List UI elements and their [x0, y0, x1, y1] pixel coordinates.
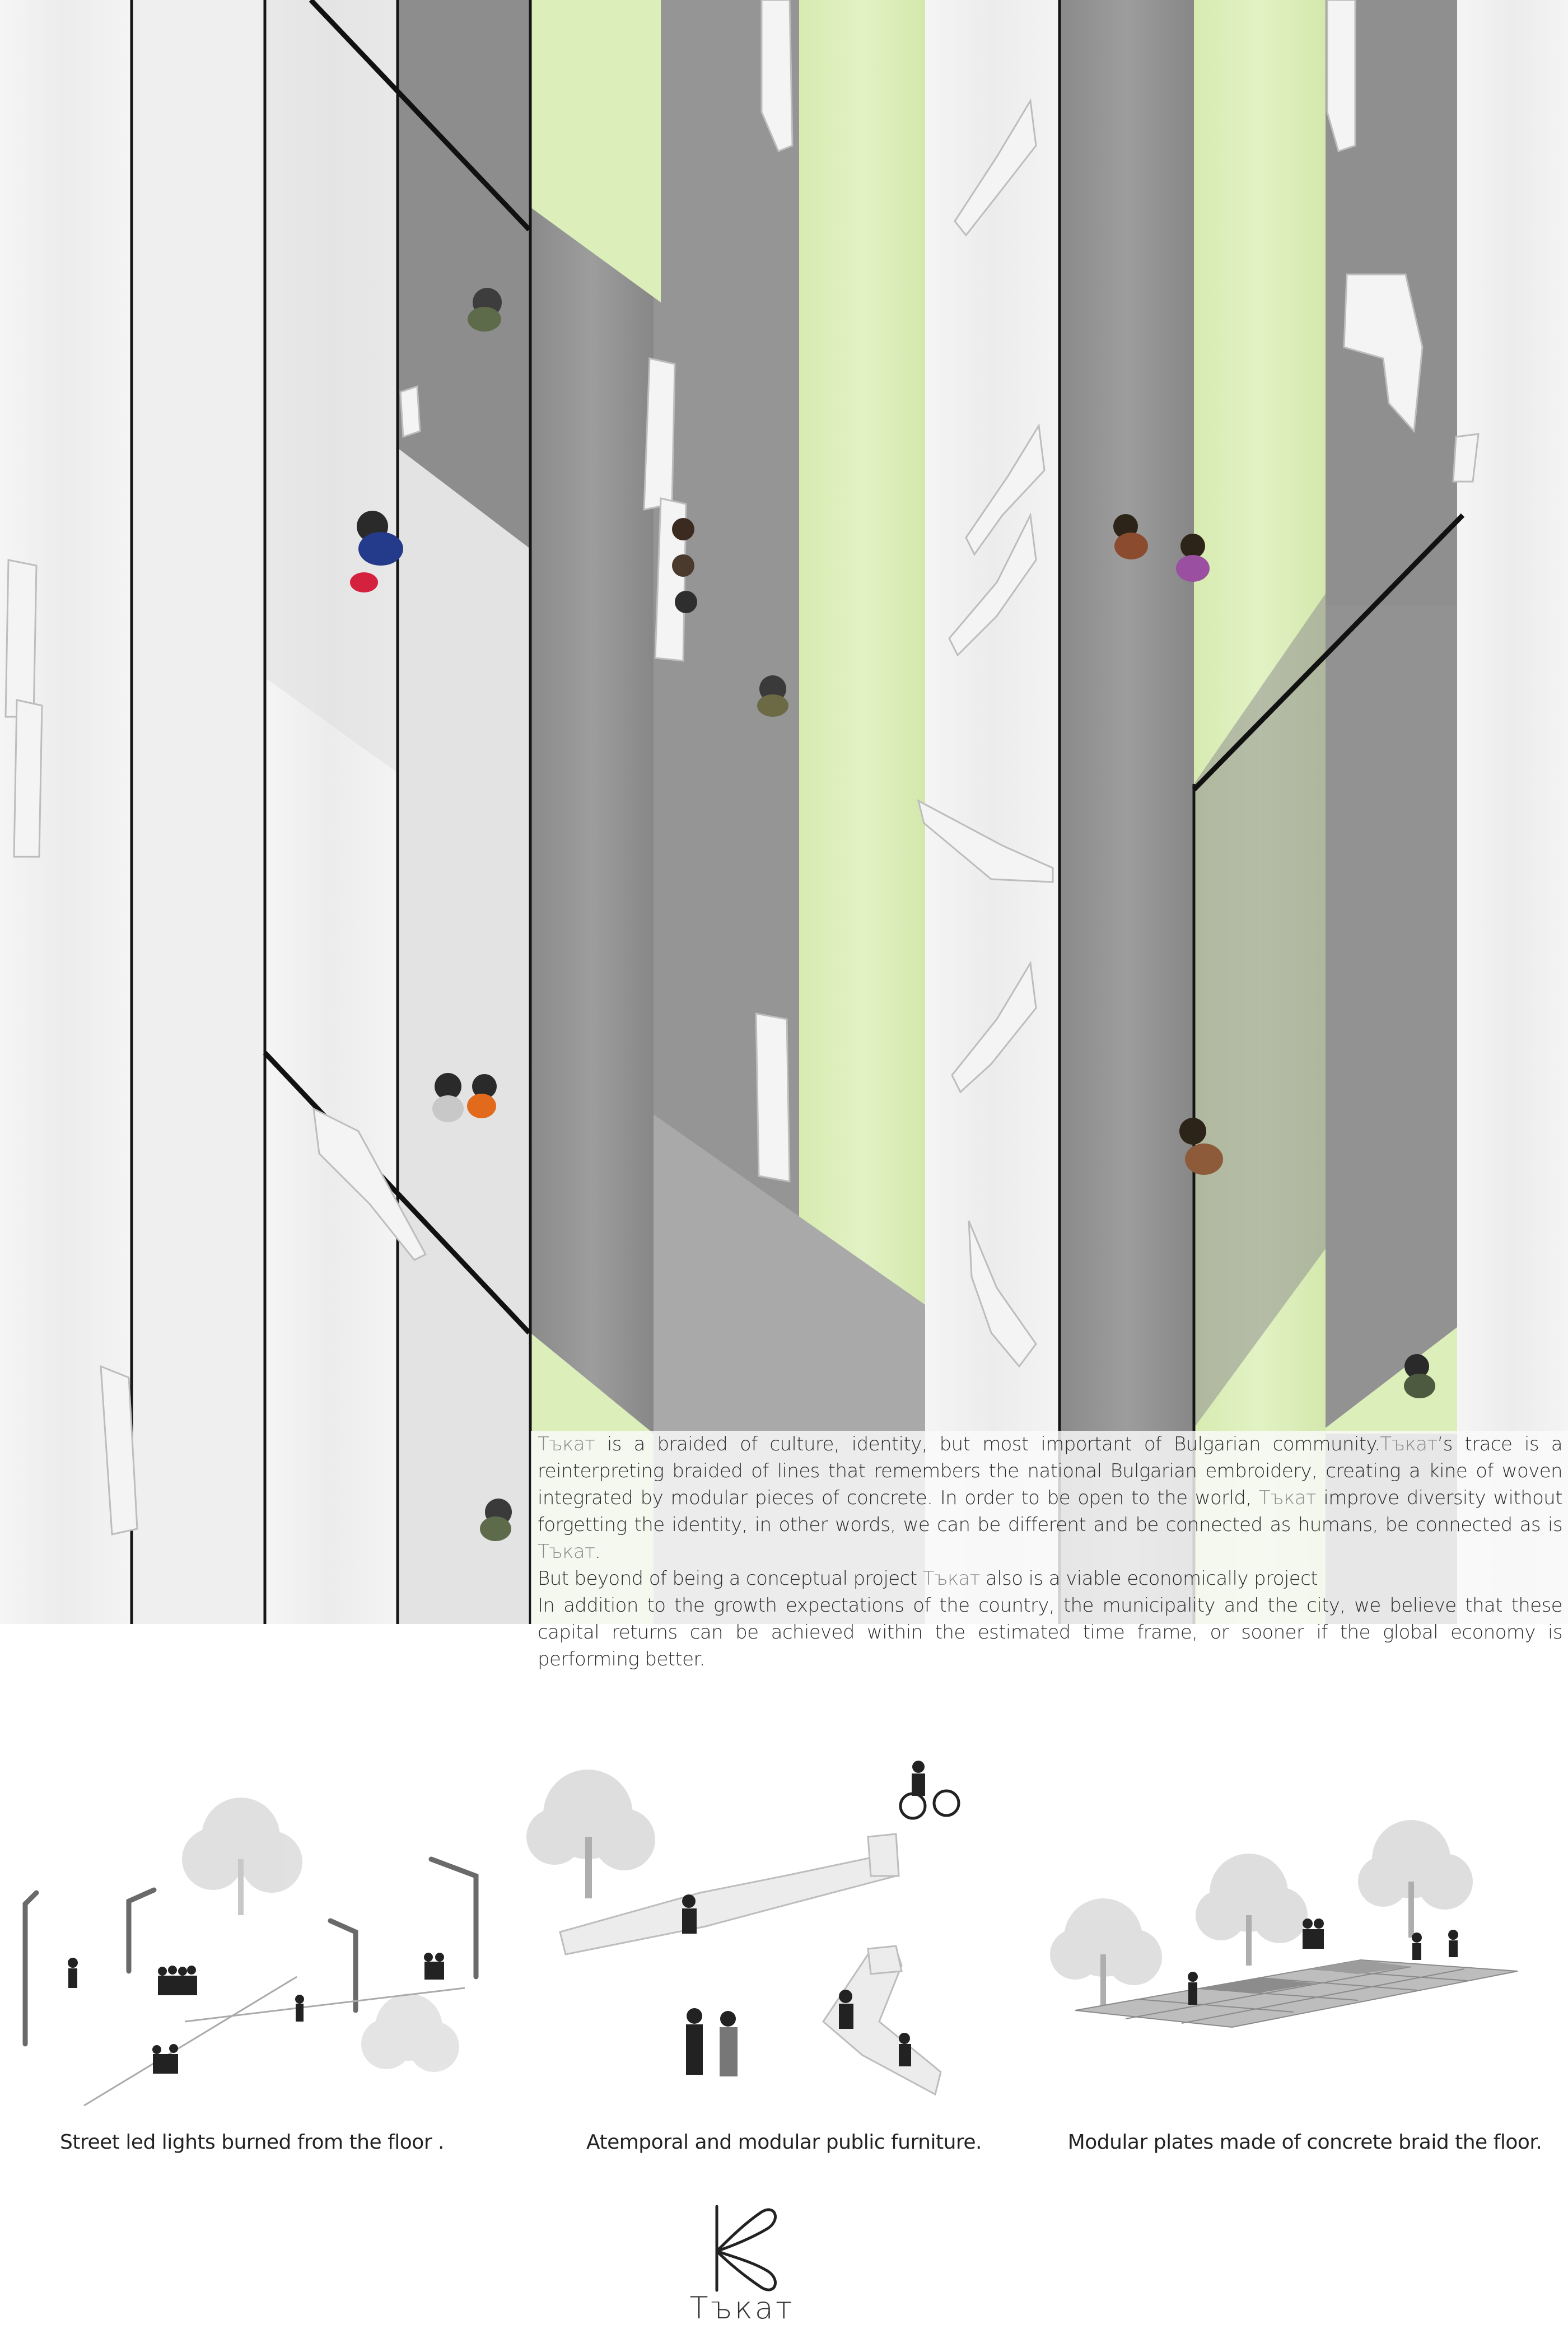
description-text: improve diversity without forgetting the identity, in other words, we can be different and be connected as humans, be connected as is [538, 1487, 1562, 1536]
tree-icon [1196, 1854, 1308, 1966]
logo-wordmark: Тъкат [689, 2290, 795, 2326]
brand-name-inline: Тъкат [538, 1541, 595, 1563]
paving-strip [922, 0, 1060, 1624]
led-lights-illustration [17, 1708, 498, 2134]
vignette-concrete-plates [1053, 1708, 1534, 2134]
description-text: . [595, 1541, 601, 1563]
description-paragraph-3: In addition to the growth expectations of the country, the municipality and the city, we believe that these capital returns can be achieved within the estimated time frame, or sooner if the global economy is performing better. [538, 1594, 1562, 1670]
tree-icon [1358, 1820, 1473, 1938]
caption-plates: Modular plates made of concrete braid the floor. [1067, 2131, 1542, 2154]
tree-icon [526, 1770, 655, 1898]
description-text: ’s trace is a reinterpreting braided of lines that remembers the national Bulgarian embroidery, creating a kine of woven integrated by modular pieces of concrete. In order to be open to the world, [538, 1433, 1562, 1509]
brand-name-inline: Тъкат [538, 1433, 595, 1455]
description-paragraph-1 [538, 1431, 1562, 1565]
caption-furniture: Atemporal and modular public furniture. [586, 2131, 982, 2154]
description-paragraph-2 [538, 1565, 1562, 1592]
brand-name-inline: Тъкат [922, 1567, 980, 1590]
brand-name-inline: Тъкат [1380, 1433, 1438, 1455]
project-description [531, 1431, 1568, 1670]
paving-strip [1457, 0, 1568, 1624]
tree-icon [361, 1994, 459, 2072]
furniture-illustration [532, 1708, 1014, 2134]
tree-icon [182, 1798, 302, 1915]
tree-icon [1050, 1898, 1162, 2010]
vignette-led-lights [17, 1708, 498, 2134]
brand-name-inline: Тъкат [1258, 1487, 1317, 1509]
asphalt-strip [1060, 0, 1194, 1624]
vignette-public-furniture [532, 1708, 1014, 2134]
caption-lights: Street led lights burned from the floor . [59, 2131, 445, 2154]
description-text: But beyond of being a conceptual project [538, 1567, 923, 1590]
description-text: is a braided of culture, identity, but most important of Bulgarian community. [595, 1433, 1380, 1455]
description-text: also is a viable economically project [979, 1567, 1318, 1590]
plates-illustration [1053, 1708, 1534, 2134]
paving-strip [132, 0, 265, 1624]
